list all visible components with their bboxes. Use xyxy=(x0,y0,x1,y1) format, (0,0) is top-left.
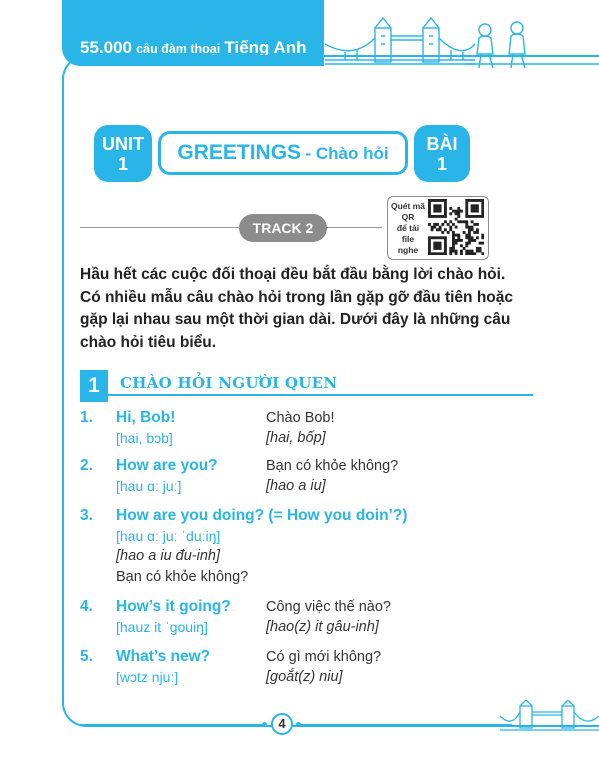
section-underline xyxy=(80,394,533,396)
track-label[interactable]: TRACK 2 xyxy=(239,214,327,242)
footer-dot xyxy=(262,722,267,727)
phrase-vietnamese: Bạn có khỏe không? xyxy=(116,569,249,585)
footer-bridge-illustration xyxy=(500,700,599,740)
phrase-english: What’s new? xyxy=(116,648,211,665)
phrase-number: 2. xyxy=(80,457,93,474)
lesson-title-vi: - Chào hỏi xyxy=(305,144,389,163)
page-number: 4 xyxy=(271,713,293,735)
phrase-pronunciation: [hao(z) it gâu-inh] xyxy=(266,619,379,635)
phrase-number: 1. xyxy=(80,409,93,426)
lesson-label: BÀI xyxy=(426,134,458,154)
phrase-pronunciation: [hao a iu đu-inh] xyxy=(116,548,220,564)
intro-paragraph: Hầu hết các cuộc đối thoại đều bắt đầu bằng lời chào hỏi. Có nhiều mẫu câu chào hỏi trong lần gặp gỡ đầu tiên hoặc gặp lại nhau sau một thời gian dài. Dưới đây là những câu chào hỏi tiêu biểu. xyxy=(80,266,513,351)
phrase-number: 4. xyxy=(80,598,93,615)
phrase-ipa: [hau ɑː juː] xyxy=(116,478,182,494)
footer-line-left xyxy=(80,724,265,726)
footer-line-right xyxy=(297,724,512,726)
phrase-ipa: [hauz it ˈgouiŋ] xyxy=(116,619,208,635)
lesson-title xyxy=(158,131,408,175)
section-title: CHÀO HỎI NGƯỜI QUEN xyxy=(120,374,338,392)
track-divider xyxy=(80,227,382,228)
phrase-ipa: [hau ɑː juː ˈduːiŋ] xyxy=(116,528,221,544)
phrase-number: 3. xyxy=(80,507,93,524)
phrase-vietnamese: Chào Bob! xyxy=(266,410,335,426)
phrase-english: How are you? xyxy=(116,457,218,474)
phrase-vietnamese: Công việc thế nào? xyxy=(266,599,391,615)
phrase-pronunciation: [goắt(z) niu] xyxy=(266,669,343,685)
phrase-ipa: [wɔtz njuː] xyxy=(116,669,179,685)
lesson-title-en: GREETINGS xyxy=(177,141,302,164)
unit-label: UNIT xyxy=(102,134,144,154)
lesson-number: 1 xyxy=(436,154,447,174)
phrase-number: 5. xyxy=(80,648,93,665)
book-title-number: 55.000 xyxy=(80,38,132,57)
unit-badge xyxy=(94,125,152,182)
section-number: 1 xyxy=(80,370,108,402)
phrase-pronunciation: [hao a iu] xyxy=(266,478,326,494)
qr-label-line: để tải xyxy=(396,223,420,233)
phrase-vietnamese: Bạn có khỏe không? xyxy=(266,458,399,474)
phrase-english: How’s it going? xyxy=(116,598,231,615)
book-title-end: Tiếng Anh xyxy=(224,38,307,57)
phrase-english: How are you doing? (= How you doin’?) xyxy=(116,507,408,524)
phrase-vietnamese: Có gì mới không? xyxy=(266,649,382,665)
qr-label-line: file nghe xyxy=(397,234,419,255)
lesson-badge xyxy=(414,125,470,182)
qr-label-line: QR xyxy=(401,212,415,222)
qr-label-line: Quét mã xyxy=(391,201,426,211)
book-title-middle: câu đàm thoại xyxy=(136,42,221,56)
phrase-pronunciation: [hai, bốp] xyxy=(266,430,326,446)
phrase-ipa: [hai, bɔb] xyxy=(116,430,173,446)
qr-label xyxy=(391,201,425,256)
unit-number: 1 xyxy=(117,154,128,174)
qr-code-icon[interactable] xyxy=(428,199,484,255)
phrase-english: Hi, Bob! xyxy=(116,409,176,426)
